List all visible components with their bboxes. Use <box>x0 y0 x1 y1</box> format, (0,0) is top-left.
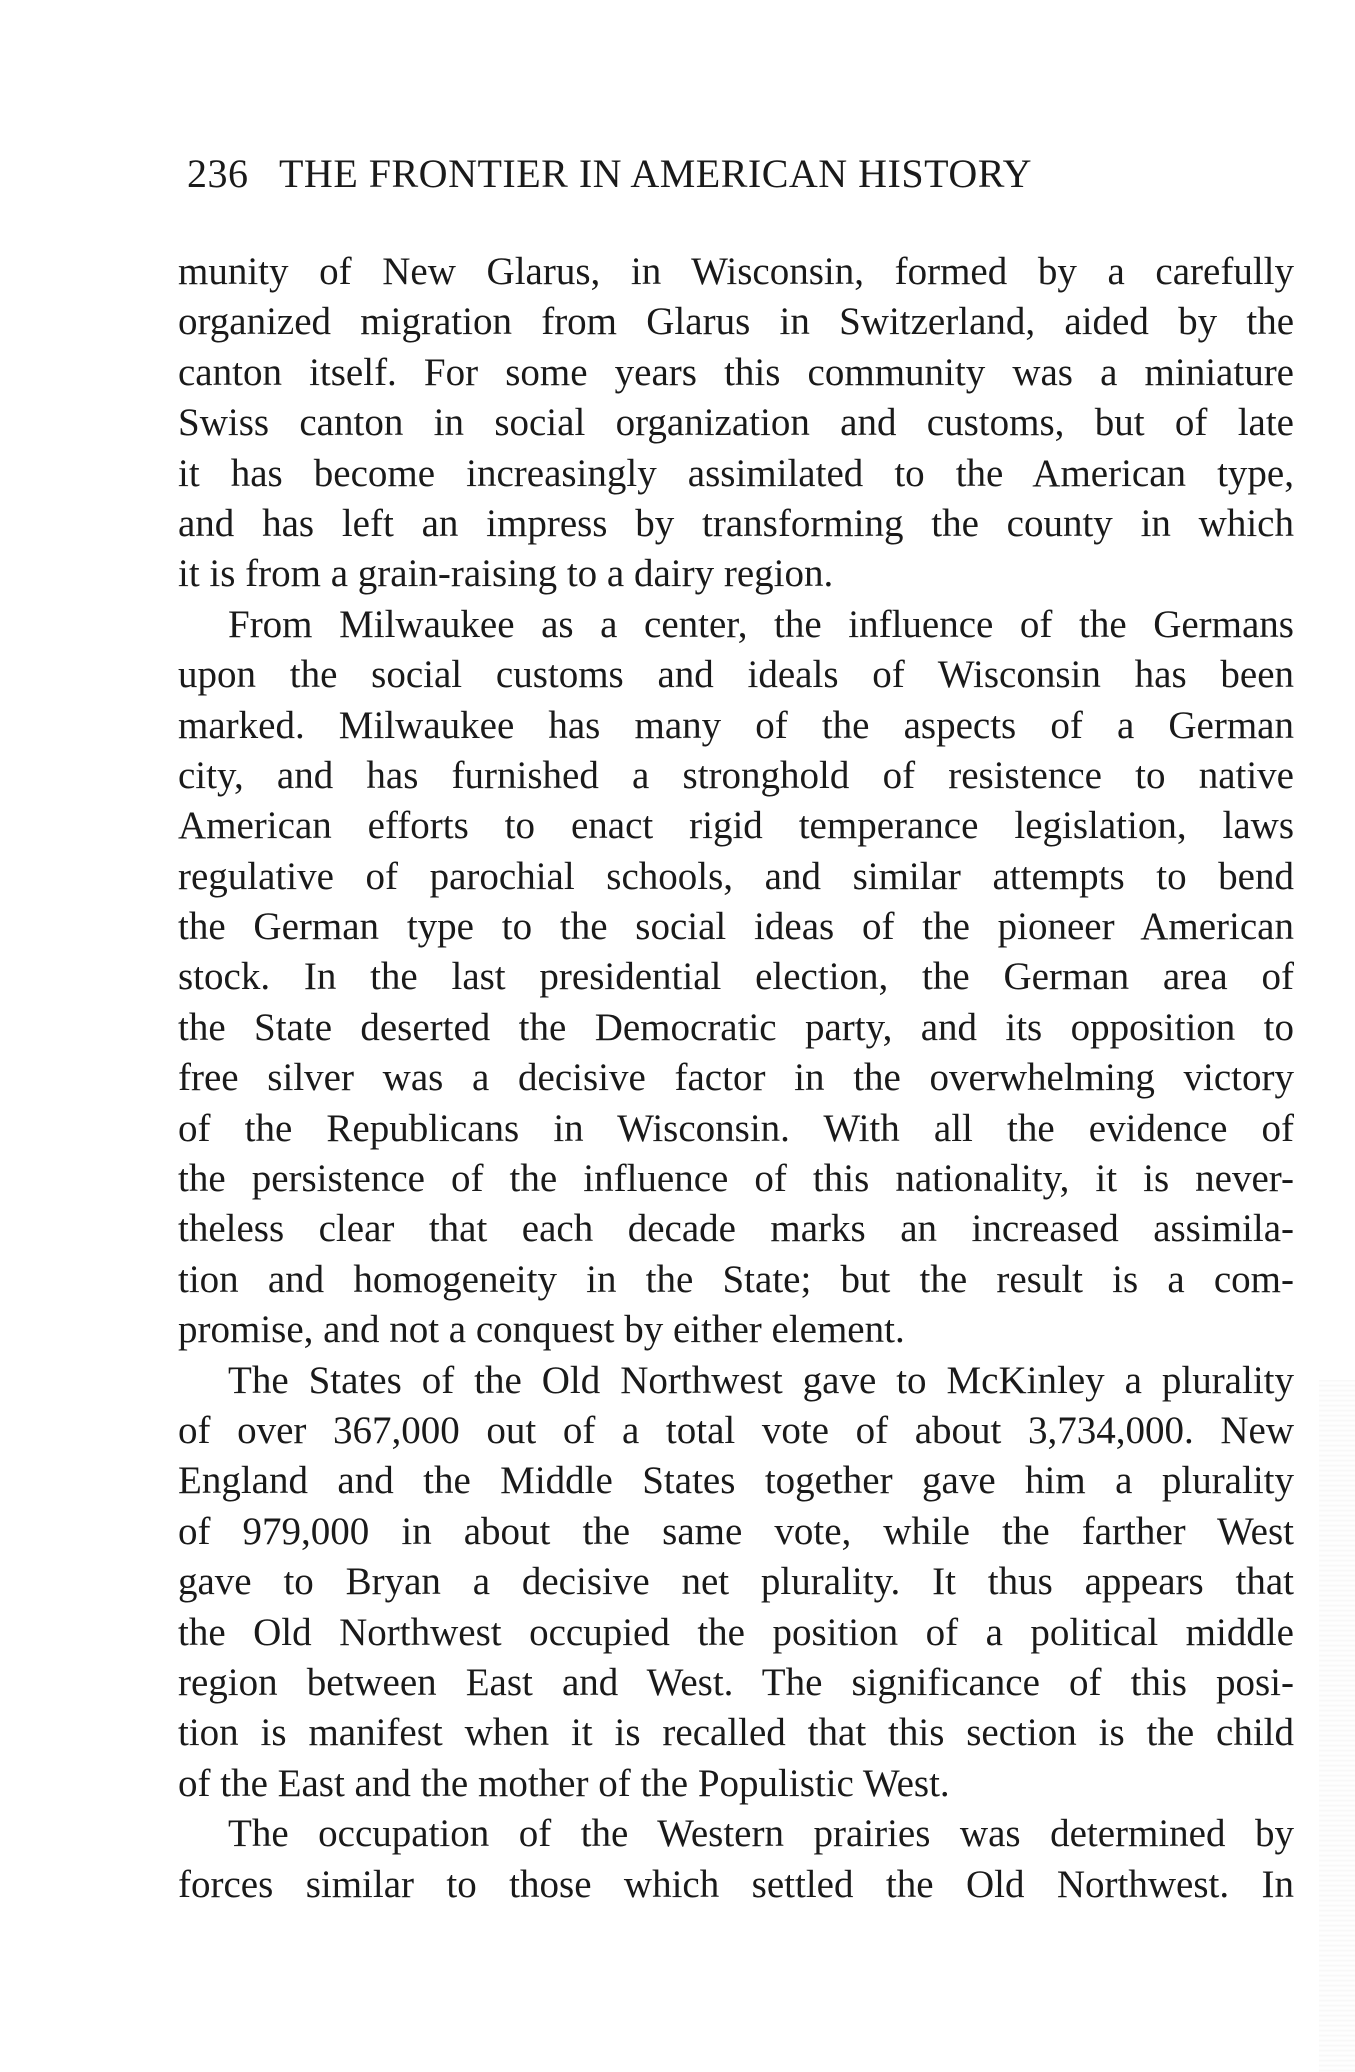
text-line: promise, and not a conquest by either element. <box>178 1308 905 1352</box>
text-line: it is from a grain-raising to a dairy region. <box>178 552 834 596</box>
text-line: England and the Middle States together gave him a plurality <box>178 1459 1294 1503</box>
text-line: free silver was a decisive factor in the overwhelming victory <box>178 1056 1294 1100</box>
text-line: region between East and West. The significance of this posi- <box>178 1660 1294 1704</box>
text-line: munity of New Glarus, in Wisconsin, formed by a carefully <box>178 250 1294 293</box>
text-line: city, and has furnished a stronghold of resistence to native <box>178 753 1294 797</box>
text-line: canton itself. For some years this community was a miniature <box>178 350 1294 394</box>
text-line: of the Republicans in Wisconsin. With all the evidence of <box>178 1106 1294 1150</box>
text-line: theless clear that each decade marks an increased assimila- <box>178 1207 1294 1251</box>
text-line: of the East and the mother of the Populistic West. <box>178 1761 950 1805</box>
text-line: it has become increasingly assimilated to the American type, <box>178 451 1294 495</box>
running-head <box>187 148 1187 200</box>
text-line: the German type to the social ideas of the pioneer American <box>178 905 1294 949</box>
text-line: upon the social customs and ideals of Wisconsin has been <box>178 653 1294 697</box>
page-number: 236 <box>187 151 249 196</box>
text-line: and has left an impress by transforming the county in which <box>178 501 1294 545</box>
text-line: tion and homogeneity in the State; but the result is a com- <box>178 1257 1294 1301</box>
page-edge-shading <box>1319 1380 1355 2072</box>
text-line: The occupation of the Western prairies was determined by <box>228 1812 1294 1856</box>
text-line: tion is manifest when it is recalled that this section is the child <box>178 1711 1294 1755</box>
paragraph <box>178 247 1294 600</box>
text-line: forces similar to those which settled the Old Northwest. In <box>178 1862 1294 1906</box>
paragraph <box>178 600 1294 1356</box>
text-line: The States of the Old Northwest gave to McKinley a plurality <box>228 1358 1294 1402</box>
text-line: the persistence of the influence of this nationality, it is never- <box>178 1157 1294 1201</box>
paragraph <box>178 1809 1294 1910</box>
body-text <box>178 247 1294 1910</box>
text-line: From Milwaukee as a center, the influence of the Germans <box>228 602 1294 646</box>
text-line: marked. Milwaukee has many of the aspects of a German <box>178 703 1294 747</box>
text-line: the Old Northwest occupied the position of a political middle <box>178 1610 1294 1654</box>
running-title: THE FRONTIER IN AMERICAN HISTORY <box>279 151 1033 196</box>
text-line: Swiss canton in social organization and customs, but of late <box>178 401 1294 445</box>
text-line: the State deserted the Democratic party, and its opposition to <box>178 1005 1294 1049</box>
text-line: regulative of parochial schools, and similar attempts to bend <box>178 854 1294 898</box>
text-line: American efforts to enact rigid temperance legislation, laws <box>178 804 1294 848</box>
text-line: gave to Bryan a decisive net plurality. It thus appears that <box>178 1560 1294 1604</box>
text-line: organized migration from Glarus in Switzerland, aided by the <box>178 300 1294 344</box>
text-line: of over 367,000 out of a total vote of about 3,734,000. New <box>178 1408 1294 1452</box>
paragraph <box>178 1356 1294 1810</box>
text-line: stock. In the last presidential election, the German area of <box>178 955 1294 999</box>
text-line: of 979,000 in about the same vote, while the farther West <box>178 1509 1294 1553</box>
